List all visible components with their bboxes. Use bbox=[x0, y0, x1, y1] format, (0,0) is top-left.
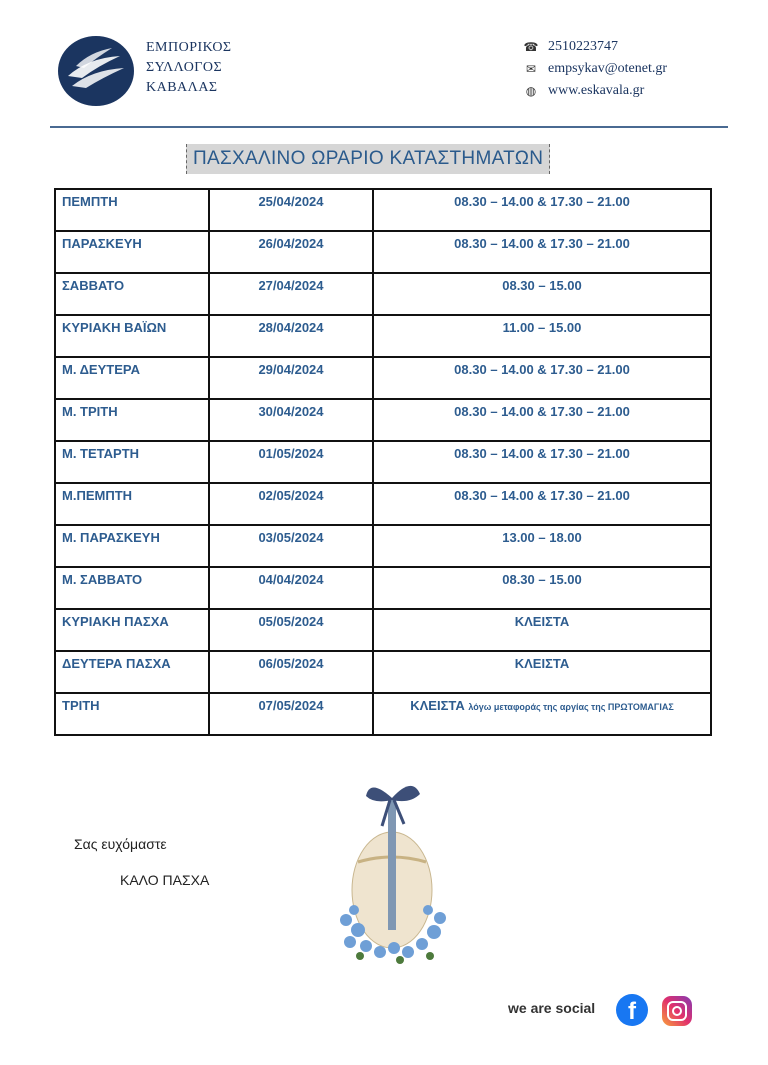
date-text: 04/04/2024 bbox=[258, 572, 324, 587]
day-cell bbox=[55, 399, 209, 441]
schedule-row bbox=[55, 483, 711, 525]
date-text: 25/04/2024 bbox=[258, 194, 324, 209]
day-text: ΚΥΡΙΑΚΗ ΒΑΪΩΝ bbox=[62, 320, 167, 335]
schedule-row bbox=[55, 693, 711, 735]
day-text: ΚΥΡΙΑΚΗ ΠΑΣΧΑ bbox=[62, 614, 169, 629]
hours-cell bbox=[373, 525, 711, 567]
hours-text: 13.00 – 18.00 bbox=[502, 530, 582, 545]
day-text: ΤΡΙΤΗ bbox=[62, 698, 100, 713]
date-text: 07/05/2024 bbox=[258, 698, 324, 713]
day-cell bbox=[55, 441, 209, 483]
schedule-row bbox=[55, 609, 711, 651]
day-text: Μ. ΤΡΙΤΗ bbox=[62, 404, 118, 419]
hours-text: 08.30 – 14.00 & 17.30 – 21.00 bbox=[454, 362, 630, 377]
date-text: 26/04/2024 bbox=[258, 236, 324, 251]
phone-number: 2510223747 bbox=[548, 39, 618, 54]
schedule-row bbox=[55, 399, 711, 441]
website-row bbox=[520, 80, 667, 102]
day-cell bbox=[55, 651, 209, 693]
website-link[interactable]: www.eskavala.gr bbox=[548, 83, 645, 98]
date-cell bbox=[209, 693, 373, 735]
day-text: Μ. ΣΑΒΒΑΤΟ bbox=[62, 572, 143, 587]
day-text: ΣΑΒΒΑΤΟ bbox=[62, 278, 125, 293]
date-text: 28/04/2024 bbox=[258, 320, 324, 335]
easter-egg-illustration bbox=[330, 770, 456, 970]
date-text: 05/05/2024 bbox=[258, 614, 324, 629]
org-line-2: ΣΥΛΛΟΓΟΣ bbox=[146, 60, 223, 75]
hours-text: 08.30 – 15.00 bbox=[502, 572, 582, 587]
hours-cell bbox=[373, 315, 711, 357]
day-text: ΔΕΥΤΕΡΑ ΠΑΣΧΑ bbox=[62, 656, 171, 671]
date-cell bbox=[209, 609, 373, 651]
date-cell bbox=[209, 441, 373, 483]
hours-text: ΚΛΕΙΣΤΑ bbox=[514, 656, 570, 671]
date-cell bbox=[209, 651, 373, 693]
org-line-3: ΚΑΒΑΛΑΣ bbox=[146, 80, 218, 95]
schedule-row bbox=[55, 273, 711, 315]
hours-cell bbox=[373, 399, 711, 441]
hours-cell bbox=[373, 483, 711, 525]
day-cell bbox=[55, 567, 209, 609]
day-cell bbox=[55, 357, 209, 399]
org-line-1: ΕΜΠΟΡΙΚΟΣ bbox=[146, 40, 232, 55]
date-text: 27/04/2024 bbox=[258, 278, 324, 293]
day-cell bbox=[55, 231, 209, 273]
phone-icon: ☎ bbox=[523, 39, 539, 54]
social-label: we are social bbox=[508, 1000, 596, 1016]
date-text: 06/05/2024 bbox=[258, 656, 324, 671]
day-cell bbox=[55, 273, 209, 315]
day-text: ΠΑΡΑΣΚΕΥΗ bbox=[62, 236, 142, 251]
date-cell bbox=[209, 357, 373, 399]
date-text: 30/04/2024 bbox=[258, 404, 324, 419]
day-text: Μ. ΤΕΤΑΡΤΗ bbox=[62, 446, 140, 461]
schedule-table bbox=[54, 188, 712, 736]
day-cell bbox=[55, 315, 209, 357]
date-text: 29/04/2024 bbox=[258, 362, 324, 377]
hours-text: ΚΛΕΙΣΤΑ bbox=[410, 698, 465, 713]
hours-text: 08.30 – 15.00 bbox=[502, 278, 582, 293]
hours-text: 08.30 – 14.00 & 17.30 – 21.00 bbox=[454, 488, 630, 503]
greeting-line-1: Σας ευχόμαστε bbox=[74, 836, 167, 852]
date-cell bbox=[209, 567, 373, 609]
facebook-icon[interactable]: f bbox=[616, 994, 648, 1026]
hours-text: 08.30 – 14.00 & 17.30 – 21.00 bbox=[454, 446, 630, 461]
instagram-icon[interactable] bbox=[662, 996, 692, 1026]
contact-info bbox=[520, 36, 667, 102]
schedule-row bbox=[55, 315, 711, 357]
hours-cell bbox=[373, 567, 711, 609]
hours-cell bbox=[373, 273, 711, 315]
hours-text: ΚΛΕΙΣΤΑ bbox=[514, 614, 570, 629]
hours-cell bbox=[373, 609, 711, 651]
schedule-row bbox=[55, 357, 711, 399]
email-address[interactable]: empsykav@otenet.gr bbox=[548, 61, 668, 76]
date-text: 01/05/2024 bbox=[258, 446, 324, 461]
globe-icon: ◍ bbox=[525, 83, 537, 98]
day-text: Μ. ΔΕΥΤΕΡΑ bbox=[62, 362, 140, 377]
date-cell bbox=[209, 189, 373, 231]
hours-cell bbox=[373, 357, 711, 399]
hours-cell bbox=[373, 651, 711, 693]
date-text: 03/05/2024 bbox=[258, 530, 324, 545]
association-logo bbox=[58, 36, 134, 106]
closure-note: λόγω μεταφοράς της αργίας της ΠΡΩΤΟΜΑΓΙΑΣ bbox=[468, 702, 674, 712]
organization-name bbox=[146, 38, 232, 98]
hours-text: 08.30 – 14.00 & 17.30 – 21.00 bbox=[454, 236, 630, 251]
date-cell bbox=[209, 399, 373, 441]
greeting-line-2: ΚΑΛΟ ΠΑΣΧΑ bbox=[120, 872, 210, 888]
day-text: ΠΕΜΠΤΗ bbox=[62, 194, 118, 209]
hours-text: 08.30 – 14.00 & 17.30 – 21.00 bbox=[454, 404, 630, 419]
page-title: ΠΑΣΧΑΛΙΝΟ ΩΡΑΡΙΟ ΚΑΤΑΣΤΗΜΑΤΩΝ bbox=[186, 144, 550, 174]
date-cell bbox=[209, 483, 373, 525]
day-text: Μ. ΠΑΡΑΣΚΕΥΗ bbox=[62, 530, 160, 545]
mail-icon: ✉ bbox=[525, 61, 537, 76]
hours-text: 11.00 – 15.00 bbox=[502, 320, 582, 335]
hours-cell bbox=[373, 441, 711, 483]
date-text: 02/05/2024 bbox=[258, 488, 324, 503]
phone-row bbox=[520, 36, 667, 58]
schedule-row bbox=[55, 189, 711, 231]
day-cell bbox=[55, 525, 209, 567]
schedule-row bbox=[55, 441, 711, 483]
date-cell bbox=[209, 231, 373, 273]
hours-cell bbox=[373, 231, 711, 273]
day-cell bbox=[55, 483, 209, 525]
date-cell bbox=[209, 525, 373, 567]
header-divider bbox=[50, 126, 728, 128]
day-cell bbox=[55, 693, 209, 735]
schedule-row bbox=[55, 231, 711, 273]
schedule-row bbox=[55, 651, 711, 693]
schedule-row bbox=[55, 525, 711, 567]
schedule-row bbox=[55, 567, 711, 609]
date-cell bbox=[209, 315, 373, 357]
date-cell bbox=[209, 273, 373, 315]
day-cell bbox=[55, 189, 209, 231]
email-row bbox=[520, 58, 667, 80]
day-text: Μ.ΠΕΜΠΤΗ bbox=[62, 488, 133, 503]
hours-text: 08.30 – 14.00 & 17.30 – 21.00 bbox=[454, 194, 630, 209]
day-cell bbox=[55, 609, 209, 651]
hours-cell bbox=[373, 693, 711, 735]
hours-cell bbox=[373, 189, 711, 231]
